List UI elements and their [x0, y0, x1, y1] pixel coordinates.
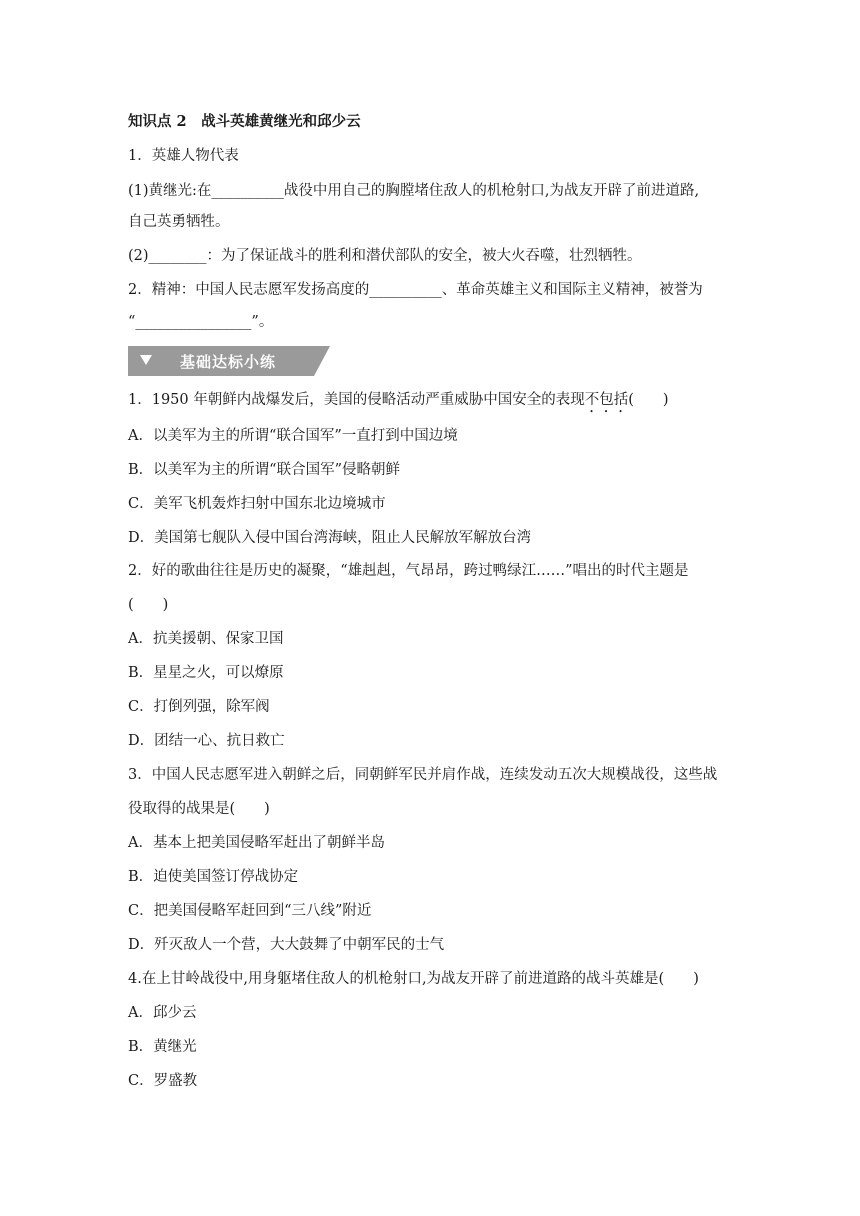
- question-4-option-a: A．邱少云: [128, 1005, 197, 1021]
- question-4-option-b: B．黄继光: [128, 1039, 197, 1055]
- question-4-stem: 4.在上甘岭战役中,用身躯堵住敌人的机枪射口,为战友开辟了前进道路的战斗英雄是( ): [128, 971, 699, 987]
- question-2-option-a: A．抗美援朝、保家卫国: [128, 631, 284, 647]
- section-banner: [128, 346, 330, 376]
- question-1-option-d: D．美国第七舰队入侵中国台湾海峡，阻止人民解放军解放台湾: [128, 530, 532, 546]
- question-1-option-b: B．以美军为主的所谓“联合国军”侵略朝鲜: [128, 462, 400, 478]
- qiu-shaoyun-item: (2)________：为了保证战斗的胜利和潜伏部队的安全，被大火吞噬，壮烈牺牲。: [128, 248, 642, 264]
- question-3-option-b: B．迫使美国签订停战协定: [128, 869, 299, 885]
- banner-label: 基础达标小练: [180, 353, 277, 371]
- question-2-stem-cont: ( ): [128, 597, 169, 613]
- question-2-option-c: C．打倒列强，除军阀: [128, 699, 270, 715]
- question-3-option-c: C．把美国侵略军赶回到“三八线”附近: [128, 903, 372, 919]
- huang-jiguang-item: (1)黄继光:在__________战役中用自己的胸膛堵住敌人的机枪射口,为战友开辟了前进道路,: [128, 183, 700, 199]
- question-2-stem: 2．好的歌曲往往是历史的凝聚，“雄赳赳，气昂昂，跨过鸭绿江……”唱出的时代主题是: [128, 563, 689, 579]
- question-3-stem: 3．中国人民志愿军进入朝鲜之后，同朝鲜军民并肩作战，连续发动五次大规模战役，这些战: [128, 767, 718, 783]
- question-1-option-c: C．美军飞机轰炸扫射中国东北边境城市: [128, 496, 386, 512]
- question-2-option-d: D．团结一心、抗日救亡: [128, 733, 285, 749]
- question-1-emphasis: 不包括: [584, 392, 629, 408]
- question-3-option-a: A．基本上把美国侵略军赶出了朝鲜半岛: [128, 835, 385, 851]
- question-3-option-d: D．歼灭敌人一个营，大大鼓舞了中朝军民的士气: [128, 937, 445, 953]
- spirit-item-cont: “________________”。: [128, 314, 274, 330]
- heroes-heading: 1．英雄人物代表: [128, 148, 239, 164]
- question-3-stem-cont: 役取得的战果是( ): [128, 801, 270, 817]
- question-1-stem-text: 1．1950 年朝鲜内战爆发后，美国的侵略活动严重威胁中国安全的表现: [128, 392, 585, 408]
- huang-jiguang-item-cont: 自己英勇牺牲。: [128, 214, 230, 230]
- question-4-option-c: C．罗盛教: [128, 1073, 198, 1089]
- question-2-option-b: B．星星之火，可以燎原: [128, 665, 284, 681]
- question-1-option-a: A．以美军为主的所谓“联合国军”一直打到中国边境: [128, 428, 458, 444]
- section-title: 知识点 2 战斗英雄黄继光和邱少云: [128, 113, 361, 130]
- question-1-bracket: ( ): [628, 392, 669, 408]
- question-1-stem: [128, 390, 740, 416]
- spirit-item: 2．精神：中国人民志愿军发扬高度的__________、革命英雄主义和国际主义精神，被誉为: [128, 282, 703, 298]
